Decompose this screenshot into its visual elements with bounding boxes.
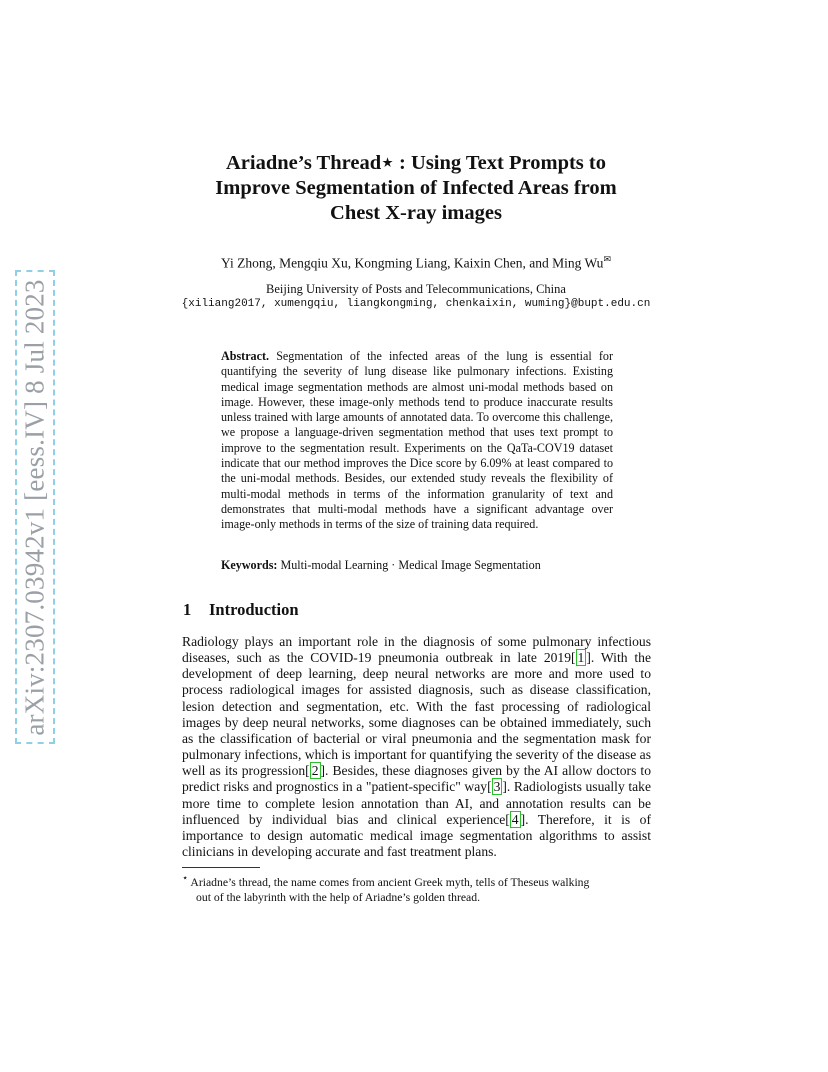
paper-title: [150, 151, 682, 226]
section-title: Introduction: [209, 600, 299, 619]
intro-paragraph: Radiology plays an important role in the diagnosis of some pulmonary infectious diseases, such as the COVID-19 pneumonia outbreak in late 2019[ 1 ]. With the development of deep learning, deep neural networks are more and more used to process radiological images for assisted diagnosis, such as disease classification, lesion detection and segmentation, etc. With the fast processing of radiological images by deep neural networks, some diagnoses can be obtained immediately, such as the classification of bacterial or viral pneumonia and the segmentation mask for pulmonary infections, which is important for quantifying the severity of the disease as well as its progression[ 2 ]. Besides, these diagnoses given by the AI allow doctors to predict risks and prognostics in a "patient-specific" way[ 3 ]. Radiologists usually take more time to complete lesion annotation than AI, and annotation results can be influenced by individual bias and clinical experience[ 4 ]. Therefore, it is of importance to design automatic medical image segmentation algorithms to assist clinicians in developing accurate and fast treatment plans.: [182, 634, 651, 860]
author-emails: {xiliang2017, xumengqiu, liangkongming, chenkaixin, wuming}@bupt.edu.cn: [181, 298, 651, 310]
footnote: [182, 871, 651, 905]
citation-link-3[interactable]: 3: [493, 779, 501, 795]
footnote-line-1: Ariadne’s thread, the name comes from ancient Greek myth, tells of Theseus walking: [190, 875, 590, 889]
intro-text-2: . With the development of deep learning, deep neural networks are more and more used to process radiological images for assisted diagnosis, such as disease classification, lesion detection and segmentation, etc. With the fast processing of radiological images by deep neural networks, some diagnoses can be obtained immediately, such as the classification of bacterial or viral pneumonia and the segmentation mask for pulmonary infections, which is important for quantifying the severity of the disease as well as its progression: [182, 650, 651, 779]
footnote-rule: [182, 867, 260, 868]
section-heading: [183, 600, 299, 620]
keywords-label: Keywords:: [221, 558, 278, 572]
title-line-1: Ariadne’s Thread⋆ : Using Text Prompts to: [226, 152, 606, 174]
citation-link-2[interactable]: 2: [311, 763, 319, 779]
intro-text-1: Radiology plays an important role in the diagnosis of some pulmonary infectious diseases, such as the COVID-19 pneumonia outbreak in late 2019: [182, 634, 651, 666]
corresponding-mail-icon: ✉: [603, 254, 611, 264]
footnote-line-2: out of the labyrinth with the help of Ariadne’s golden thread.: [196, 890, 481, 904]
section-number: 1: [183, 600, 192, 619]
abstract-text: Segmentation of the infected areas of the lung is essential for quantifying the severity of lung disease like pulmonary infections. Existing medical image segmentation methods are almost uni-modal methods based on image. However, these image-only methods tend to produce inaccurate results unless trained with large amounts of annotated data. To overcome this challenge, we propose a language-driven segmentation method that uses text prompt to improve to the segmentation result. Experiments on the QaTa-COV19 dataset indicate that our method improves the Dice score by 6.09% at least compared to the uni-modal methods. Besides, our extended study reveals the flexibility of multi-modal methods in terms of the information granularity of text and demonstrates that multi-modal methods have a significant advantage over image-only methods in terms of the size of training data required.: [221, 349, 613, 532]
intro-text-3: . Besides, these diagnoses given by the AI allow doctors to predict risks and prognostics in a "patient-specific" way: [182, 763, 651, 795]
citation-link-1[interactable]: 1: [577, 650, 585, 666]
intro-text-4: . Radiologists usually take more time to complete lesion annotation than AI, and annotation results can be influenced by individual bias and clinical experience: [182, 779, 651, 827]
abstract: [221, 349, 613, 533]
citation-link-4[interactable]: 4: [511, 811, 519, 827]
footnote-mark: ⋆: [182, 873, 189, 884]
keywords: [221, 558, 613, 573]
title-line-3: Chest X-ray images: [330, 202, 502, 224]
author-list: [150, 254, 682, 272]
arxiv-stamp: [15, 270, 55, 744]
title-line-2: Improve Segmentation of Infected Areas from: [215, 177, 617, 199]
intro-text-5: . Therefore, it is of importance to design automatic medical image segmentation algorithms to assist clinicians in developing accurate and fast treatment plans.: [182, 811, 651, 860]
keywords-text: Multi-modal Learning · Medical Image Segmentation: [280, 558, 541, 572]
authors-text: Yi Zhong, Mengqiu Xu, Kongming Liang, Kaixin Chen, and Ming Wu: [221, 255, 604, 271]
affiliation: Beijing University of Posts and Telecommunications, China: [266, 282, 566, 296]
arxiv-stamp-text: arXiv:2307.03942v1 [eess.IV] 8 Jul 2023: [19, 278, 50, 736]
abstract-label: Abstract.: [221, 349, 270, 363]
